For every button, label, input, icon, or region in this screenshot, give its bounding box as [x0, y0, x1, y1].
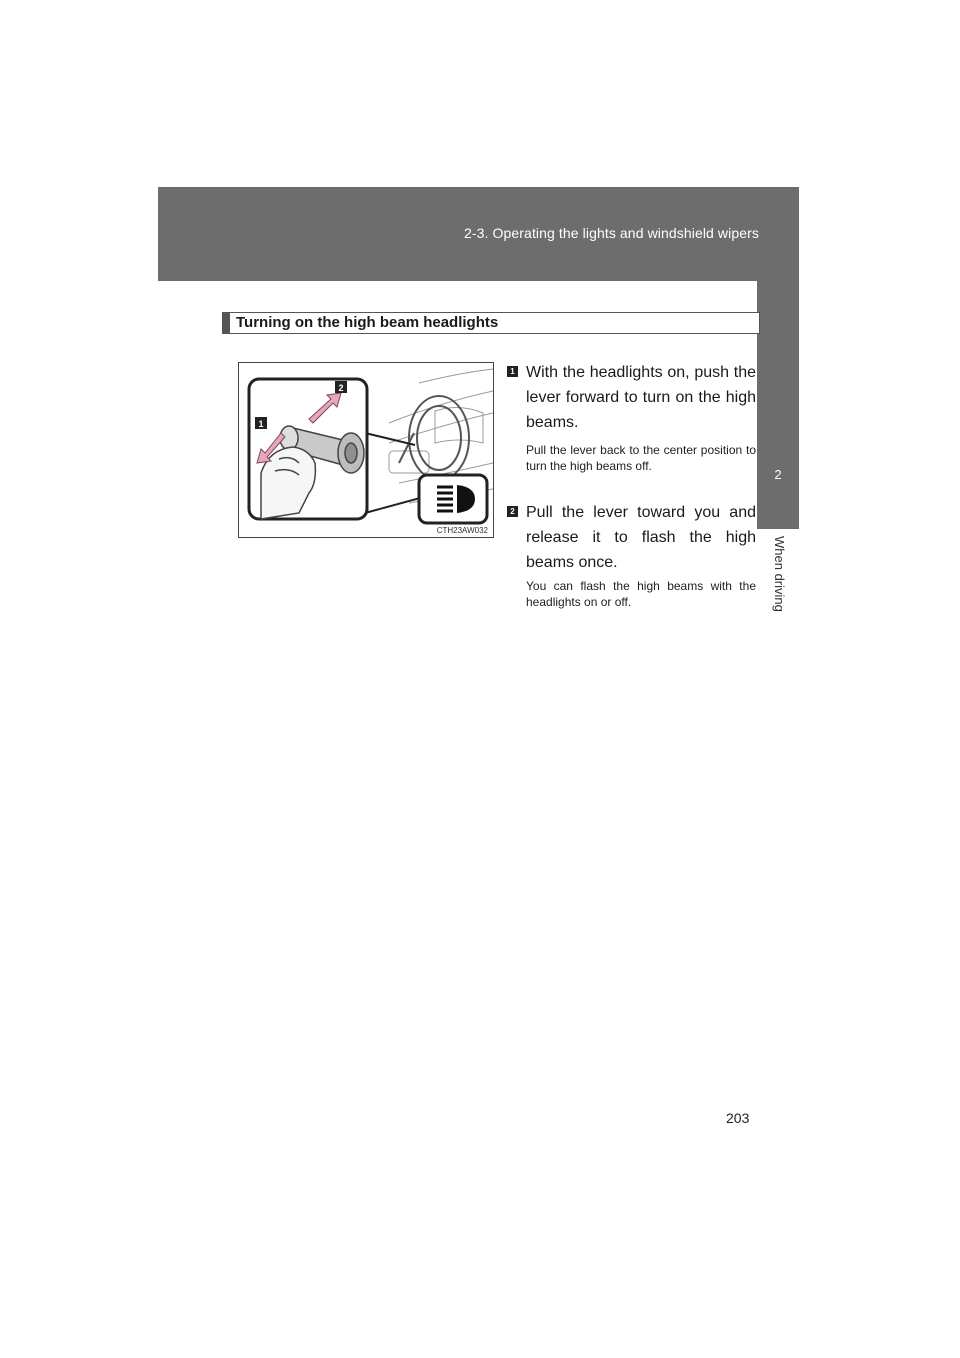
step-1-text: With the headlights on, push the lever forward to turn on the high beams.: [526, 364, 756, 431]
heading-bar: [223, 313, 230, 333]
lever-illustration-drawing: [239, 363, 494, 538]
chapter-label: [772, 536, 792, 656]
step-2-text: Pull the lever toward you and release it to flash the high beams once.: [526, 504, 756, 571]
step-1-marker: 1: [507, 366, 518, 377]
figure-marker-1-text: 1: [258, 419, 264, 429]
chapter-number: 2: [774, 467, 782, 482]
page-number: 203: [726, 1110, 750, 1126]
figure-code: CTH23AW032: [436, 526, 488, 535]
figure-marker-2-text: 2: [338, 383, 344, 393]
lever-illustration: [238, 362, 494, 538]
header-title: 2-3. Operating the lights and windshield wipers: [464, 225, 759, 241]
section-heading: [222, 312, 760, 334]
page-header: [158, 187, 799, 281]
section-heading-text: Turning on the high beam headlights: [236, 314, 499, 331]
step-2-note: You can flash the high beams with the headlights on or off.: [526, 579, 756, 609]
step-2-marker: 2: [507, 506, 518, 517]
chapter-tab: [757, 281, 799, 529]
chapter-label-text: When driving: [772, 536, 787, 612]
step-1-note: Pull the lever back to the center position to turn the high beams off.: [526, 443, 756, 473]
